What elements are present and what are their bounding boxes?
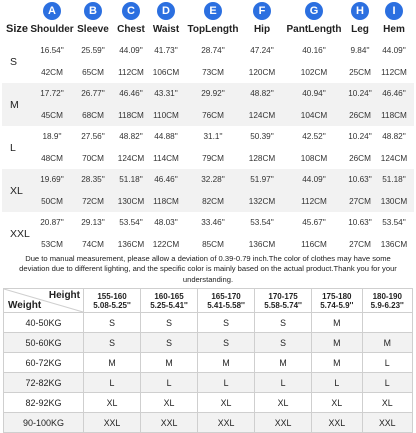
recommended-size-cell: XL [141, 393, 198, 413]
cm-value: 114CM [153, 153, 179, 163]
recommended-size-cell: L [255, 373, 312, 393]
inch-value: 26.77'' [81, 89, 105, 99]
recommended-size-cell: M [198, 353, 255, 373]
cm-value: 130CM [117, 196, 145, 206]
cm-value: 112CM [301, 196, 327, 206]
recommended-size-cell: L [141, 373, 198, 393]
weight-row [4, 353, 413, 373]
cm-value: 106CM [152, 67, 180, 77]
height-range-header [198, 289, 255, 313]
column-label: Shoulder [30, 24, 74, 35]
size-row [2, 40, 414, 83]
recommended-size-cell: XXL [312, 413, 362, 433]
cm-value: 53CM [41, 239, 63, 249]
size-rows [2, 40, 414, 255]
measurement-cell [72, 126, 114, 169]
size-chart-table [2, 2, 414, 255]
inch-value: 44.88'' [154, 132, 178, 142]
cm-value: 120CM [248, 67, 276, 77]
column-label: Hem [383, 24, 405, 35]
recommended-size-cell: XXL [141, 413, 198, 433]
cm-value: 118CM [118, 110, 144, 120]
column-label: Hip [253, 24, 271, 35]
weight-range: 50-60KG [4, 333, 84, 353]
cm-value: 70CM [82, 153, 104, 163]
inch-value: 44.09'' [119, 46, 143, 56]
cm-value: 27CM [349, 239, 371, 249]
height-label: Height [48, 290, 80, 301]
measurement-cell [374, 40, 414, 83]
measurement-cell [374, 126, 414, 169]
measurement-cell [114, 212, 148, 255]
cm-value: 102CM [300, 67, 328, 77]
cm-value: 26CM [349, 153, 371, 163]
header-shoulder [32, 2, 72, 40]
measurement-cell [282, 212, 346, 255]
cm-value: 132CM [248, 196, 276, 206]
measurement-cell [32, 212, 72, 255]
weight-row [4, 413, 413, 433]
inch-value: 53.54'' [119, 218, 143, 228]
recommended-size-cell: M [84, 353, 141, 373]
inch-value: 50.39'' [250, 132, 274, 142]
size-label: M [10, 98, 19, 111]
cm-value: 108CM [300, 153, 328, 163]
measurement-cell [242, 169, 282, 212]
size-row [2, 212, 414, 255]
recommended-size-cell: M [255, 353, 312, 373]
recommended-size-cell: XL [362, 393, 412, 413]
header-hem [374, 2, 414, 40]
inch-value: 46.46'' [382, 89, 406, 99]
inch-value: 17.72'' [40, 89, 64, 99]
measurement-cell [148, 212, 184, 255]
measurement-cell [282, 83, 346, 126]
header-chest [114, 2, 148, 40]
measurement-cell [184, 83, 242, 126]
cm-value: 116CM [301, 239, 327, 249]
weight-label: Weight [8, 300, 42, 311]
measurement-cell [32, 83, 72, 126]
header-pantlength [282, 2, 346, 40]
measurement-cell [32, 126, 72, 169]
inch-value: 44.09'' [382, 46, 406, 56]
measurement-cell [374, 212, 414, 255]
measurement-cell [242, 212, 282, 255]
cm-value: 118CM [153, 196, 179, 206]
inch-value: 10.24'' [348, 89, 372, 99]
cm-value: 136CM [248, 239, 276, 249]
column-letter-badge: G [305, 2, 323, 20]
header-toplength [184, 2, 242, 40]
cm-value: 110CM [153, 110, 179, 120]
cm-value: 118CM [381, 110, 407, 120]
cm-value: 104CM [300, 110, 328, 120]
inch-value: 25.59'' [81, 46, 105, 56]
inch-value: 43.31'' [154, 89, 178, 99]
column-label: PantLength [286, 24, 342, 35]
recommended-size-cell [362, 313, 412, 333]
size-label: L [10, 141, 16, 154]
measurement-cell [148, 126, 184, 169]
measurement-cell [114, 83, 148, 126]
measurement-cell [114, 169, 148, 212]
recommended-size-cell: XXL [255, 413, 312, 433]
cm-value: 26CM [349, 110, 371, 120]
measurement-cell [148, 40, 184, 83]
measurement-cell [114, 126, 148, 169]
cm-value: 45CM [41, 110, 63, 120]
size-row [2, 126, 414, 169]
recommended-size-cell: XXL [84, 413, 141, 433]
header-hip [242, 2, 282, 40]
cm-value: 124CM [248, 110, 276, 120]
inch-value: 28.35'' [81, 175, 105, 185]
inch-value: 51.18'' [382, 175, 406, 185]
size-header: Size [5, 23, 28, 35]
table-corner [4, 289, 84, 313]
recommended-size-cell: L [84, 373, 141, 393]
measurement-cell [184, 126, 242, 169]
recommended-size-cell: XXL [198, 413, 255, 433]
recommended-size-cell: XXL [362, 413, 412, 433]
recommended-size-cell: XL [255, 393, 312, 413]
cm-value: 25CM [349, 67, 371, 77]
inch-value: 45.67'' [302, 218, 326, 228]
recommended-size-cell: L [362, 373, 412, 393]
cm-value: 124CM [117, 153, 145, 163]
inch-value: 40.16'' [302, 46, 326, 56]
cm-value: 112CM [381, 67, 407, 77]
cm-value: 136CM [117, 239, 145, 249]
inch-value: 44.09'' [302, 175, 326, 185]
measurement-cell [282, 126, 346, 169]
weight-range: 72-82KG [4, 373, 84, 393]
inch-value: 29.13'' [81, 218, 105, 228]
inch-value: 46.46'' [154, 175, 178, 185]
height-cm: 180-190 [372, 291, 402, 301]
weight-range: 82-92KG [4, 393, 84, 413]
measurement-cell [184, 169, 242, 212]
cm-value: 27CM [349, 196, 371, 206]
height-cm: 165-170 [211, 291, 241, 301]
weight-table-header [4, 289, 413, 313]
cm-value: 68CM [82, 110, 104, 120]
measurement-cell [184, 212, 242, 255]
inch-value: 20.87'' [40, 218, 64, 228]
recommended-size-cell: S [141, 333, 198, 353]
column-letter-badge: A [43, 2, 61, 20]
measurement-cell [346, 83, 374, 126]
size-chart-header [2, 2, 414, 40]
cm-value: 130CM [380, 196, 408, 206]
weight-range: 40-50KG [4, 313, 84, 333]
measurement-cell [346, 212, 374, 255]
cm-value: 76CM [202, 110, 224, 120]
recommended-size-cell: S [84, 313, 141, 333]
inch-value: 53.54'' [250, 218, 274, 228]
recommended-size-cell: M [312, 333, 362, 353]
recommended-size-cell: S [198, 313, 255, 333]
recommended-size-cell: S [198, 333, 255, 353]
measurement-cell [32, 40, 72, 83]
inch-value: 48.82'' [382, 132, 406, 142]
inch-value: 42.52'' [302, 132, 326, 142]
cm-value: 73CM [202, 67, 224, 77]
weight-range: 90-100KG [4, 413, 84, 433]
height-range-header [362, 289, 412, 313]
weight-row [4, 333, 413, 353]
inch-value: 51.97'' [250, 175, 274, 185]
recommended-size-cell: M [312, 353, 362, 373]
inch-value: 46.46'' [119, 89, 143, 99]
inch-value: 48.82'' [250, 89, 274, 99]
height-inch: 5.58-5.74'' [264, 300, 302, 310]
inch-value: 10.63'' [348, 175, 372, 185]
cm-value: 112CM [118, 67, 144, 77]
column-letter-badge: F [253, 2, 271, 20]
recommended-size-cell: XL [198, 393, 255, 413]
recommended-size-cell: S [84, 333, 141, 353]
cm-value: 136CM [380, 239, 408, 249]
header-sleeve [72, 2, 114, 40]
height-inch: 5.9-6.23'' [370, 300, 404, 310]
measurement-cell [282, 169, 346, 212]
measurement-cell [374, 83, 414, 126]
measurement-cell [242, 83, 282, 126]
measurement-cell [72, 40, 114, 83]
measurement-cell [374, 169, 414, 212]
height-range-header [312, 289, 362, 313]
size-label: XXL [10, 227, 30, 240]
size-row [2, 83, 414, 126]
header-leg [346, 2, 374, 40]
size-label: XL [10, 184, 23, 197]
inch-value: 16.54'' [40, 46, 64, 56]
inch-value: 18.9'' [42, 132, 62, 142]
height-inch: 5.25-5.41'' [150, 300, 188, 310]
recommended-size-cell: S [141, 313, 198, 333]
cm-value: 74CM [82, 239, 104, 249]
height-range-header [255, 289, 312, 313]
inch-value: 10.63'' [348, 218, 372, 228]
column-letter-badge: H [351, 2, 369, 20]
size-label: S [10, 55, 18, 68]
measurement-cell [148, 83, 184, 126]
measurement-cell [346, 40, 374, 83]
size-row [2, 169, 414, 212]
column-label: TopLength [187, 24, 239, 35]
recommended-size-cell: M [141, 353, 198, 373]
inch-value: 40.94'' [302, 89, 326, 99]
cm-value: 79CM [202, 153, 224, 163]
column-letter-badge: D [157, 2, 175, 20]
height-inch: 5.08-5.25'' [93, 300, 131, 310]
column-letter-badge: I [385, 2, 403, 20]
measurement-cell [346, 169, 374, 212]
column-label: Chest [117, 24, 145, 35]
recommended-size-cell: XL [84, 393, 141, 413]
column-label: Waist [152, 24, 180, 35]
inch-value: 41.73'' [154, 46, 178, 56]
measurement-cell [148, 169, 184, 212]
recommended-size-cell: S [255, 333, 312, 353]
inch-value: 53.54'' [382, 218, 406, 228]
weight-range: 60-72KG [4, 353, 84, 373]
recommended-size-cell: M [312, 313, 362, 333]
inch-value: 19.69'' [40, 175, 64, 185]
measurement-cell [242, 126, 282, 169]
inch-value: 32.28'' [201, 175, 225, 185]
measurement-cell [72, 169, 114, 212]
height-cm: 175-180 [322, 291, 352, 301]
inch-value: 28.74'' [201, 46, 225, 56]
weight-row [4, 373, 413, 393]
inch-value: 33.46'' [201, 218, 225, 228]
column-letter-badge: B [84, 2, 102, 20]
column-label: Sleeve [77, 24, 109, 35]
height-inch: 5.74-5.9'' [320, 300, 354, 310]
header-waist [148, 2, 184, 40]
recommended-size-cell: L [312, 373, 362, 393]
cm-value: 72CM [82, 196, 104, 206]
recommended-size-cell: XL [312, 393, 362, 413]
cm-value: 124CM [380, 153, 408, 163]
recommended-size-cell: S [255, 313, 312, 333]
inch-value: 27.56'' [81, 132, 105, 142]
measurement-cell [72, 83, 114, 126]
cm-value: 48CM [41, 153, 63, 163]
measurement-cell [242, 40, 282, 83]
weight-row [4, 313, 413, 333]
recommended-size-cell: L [362, 353, 412, 373]
inch-value: 31.1'' [203, 132, 223, 142]
height-cm: 155-160 [97, 291, 127, 301]
measurement-cell [32, 169, 72, 212]
height-inch: 5.41-5.58'' [207, 300, 245, 310]
cm-value: 85CM [202, 239, 224, 249]
inch-value: 9.84'' [350, 46, 370, 56]
cm-value: 128CM [248, 153, 276, 163]
column-letter-badge: C [122, 2, 140, 20]
recommended-size-cell: L [198, 373, 255, 393]
measurement-cell [72, 212, 114, 255]
cm-value: 122CM [152, 239, 180, 249]
cm-value: 42CM [41, 67, 63, 77]
inch-value: 51.18'' [119, 175, 143, 185]
column-letter-badge: E [204, 2, 222, 20]
inch-value: 29.92'' [201, 89, 225, 99]
inch-value: 48.03'' [154, 218, 178, 228]
measurement-note: Due to manual measurement, please allow a deviation of 0.39-0.79 inch.The color of clothes may have some deviation due to different lighting, and the specific color is mainly based on the actual product.Thank you for your understanding. [19, 254, 397, 284]
height-cm: 160-165 [154, 291, 184, 301]
cm-value: 50CM [41, 196, 63, 206]
weight-row [4, 393, 413, 413]
measurement-cell [114, 40, 148, 83]
inch-value: 10.24'' [348, 132, 372, 142]
measurement-cell [282, 40, 346, 83]
height-range-header [141, 289, 198, 313]
cm-value: 82CM [202, 196, 224, 206]
measurement-cell [184, 40, 242, 83]
recommended-size-cell: M [362, 333, 412, 353]
height-range-header [84, 289, 141, 313]
weight-height-table [3, 288, 413, 433]
height-cm: 170-175 [268, 291, 298, 301]
measurement-cell [346, 126, 374, 169]
cm-value: 65CM [82, 67, 104, 77]
inch-value: 47.24'' [250, 46, 274, 56]
inch-value: 48.82'' [119, 132, 143, 142]
column-label: Leg [351, 24, 369, 35]
